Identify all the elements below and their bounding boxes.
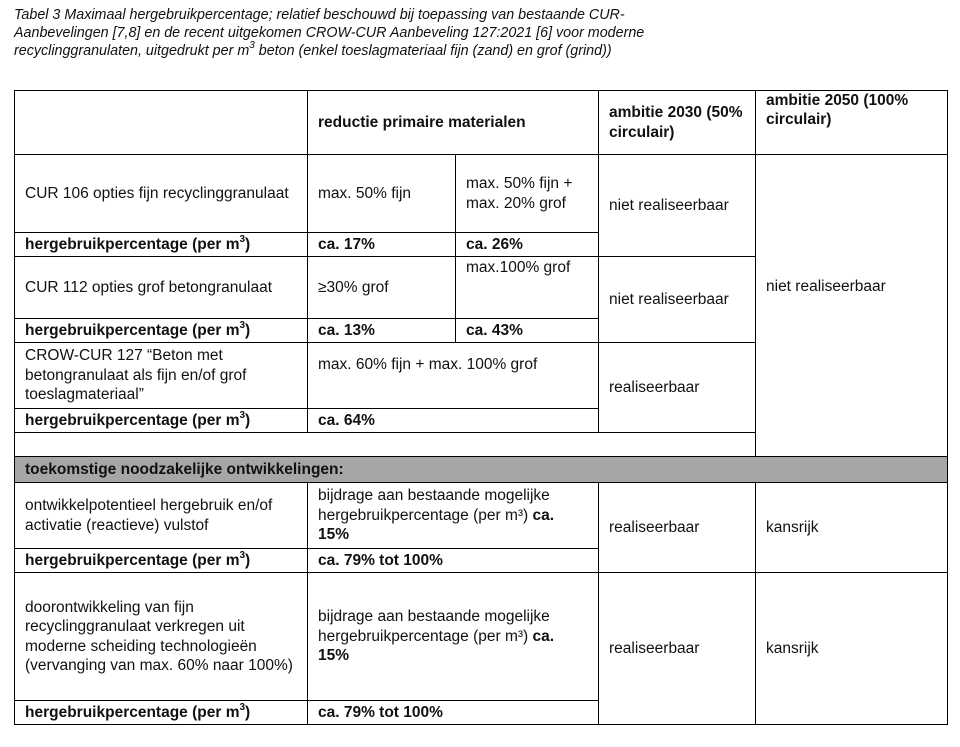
table-header-row [15,91,948,155]
future-1-contribution: bijdrage aan bestaande mogelijke hergebruikpercentage (per m³) ca. 15% [308,483,599,549]
ambitie-2050-shared: niet realiseerbaar [756,155,948,457]
percent-label: hergebruikpercentage (per $m^3$) [15,409,308,433]
header-empty-cell [15,91,308,155]
percent-label: hergebruikpercentage (per $m^3$) [15,233,308,257]
row-label-cur112: CUR 112 opties grof betongranulaat [15,257,308,319]
recycling-table [14,90,948,725]
cur112-ambitie-2030: niet realiseerbaar [599,257,756,343]
header-ambitie-2030: ambitie 2030 (50% circulair) [599,91,756,155]
section-header-row [15,457,948,483]
future-2-percent: ca. 79% tot 100% [308,701,599,725]
cur112-percent-b: ca. 43% [456,319,599,343]
cur106-option-b: max. 50% fijn + max. 20% grof [456,155,599,233]
future-2-ambitie-2030: realiseerbaar [599,573,756,725]
crow127-ambitie-2030: realiseerbaar [599,343,756,433]
future-2-ambitie-2050: kansrijk [756,573,948,725]
future-2-label: doorontwikkeling van fijn recyclinggranulaat verkregen uit moderne scheiding technologieën (vervanging van max. 60% naar 100%) [15,573,308,701]
table-row [15,573,948,701]
caption-line-3a: recyclinggranulaten, uitgedrukt per m [14,43,250,59]
table-row [15,155,948,233]
cur112-option-a: ≥30% grof [308,257,456,319]
cur106-percent-b: ca. 26% [456,233,599,257]
crow127-option: max. 60% fijn + max. 100% grof [308,343,599,409]
crow127-percent: ca. 64% [308,409,599,433]
caption-sup: 3 [249,40,255,52]
spacer-cell [15,433,756,457]
header-ambitie-2050: ambitie 2050 (100% circulair) [756,91,948,155]
table-caption [14,6,914,60]
caption-line-3b: beton (enkel toeslagmateriaal fijn (zand) en grof (grind)) [254,43,612,59]
cur112-option-b: max.100% grof [456,257,599,319]
cur106-option-a: max. 50% fijn [308,155,456,233]
percent-label: hergebruikpercentage (per $m^3$) [15,549,308,573]
future-1-label: ontwikkelpotentieel hergebruik en/of activatie (reactieve) vulstof [15,483,308,549]
future-1-ambitie-2050: kansrijk [756,483,948,573]
caption-line-2: Aanbevelingen [7,8] en de recent uitgekomen CROW-CUR Aanbeveling 127:2021 [6] voor moderne [14,25,645,41]
header-reductie: reductie primaire materialen [308,91,599,155]
section-title: toekomstige noodzakelijke ontwikkelingen: [15,457,948,483]
percent-label: hergebruikpercentage (per $m^3$) [15,319,308,343]
cur106-ambitie-2030: niet realiseerbaar [599,155,756,257]
row-label-crow127: CROW-CUR 127 “Beton met betongranulaat als fijn en/of grof toeslagmateriaal” [15,343,308,409]
table-row [15,483,948,549]
future-1-ambitie-2030: realiseerbaar [599,483,756,573]
row-label-cur106: CUR 106 opties fijn recyclinggranulaat [15,155,308,233]
cur106-percent-a: ca. 17% [308,233,456,257]
future-1-percent: ca. 79% tot 100% [308,549,599,573]
cur112-percent-a: ca. 13% [308,319,456,343]
caption-line-1: Tabel 3 Maximaal hergebruikpercentage; relatief beschouwd bij toepassing van bestaande CUR- [14,7,625,23]
percent-label: hergebruikpercentage (per $m^3$) [15,701,308,725]
future-2-contribution: bijdrage aan bestaande mogelijke hergebruikpercentage (per m³) ca. 15% [308,573,599,701]
